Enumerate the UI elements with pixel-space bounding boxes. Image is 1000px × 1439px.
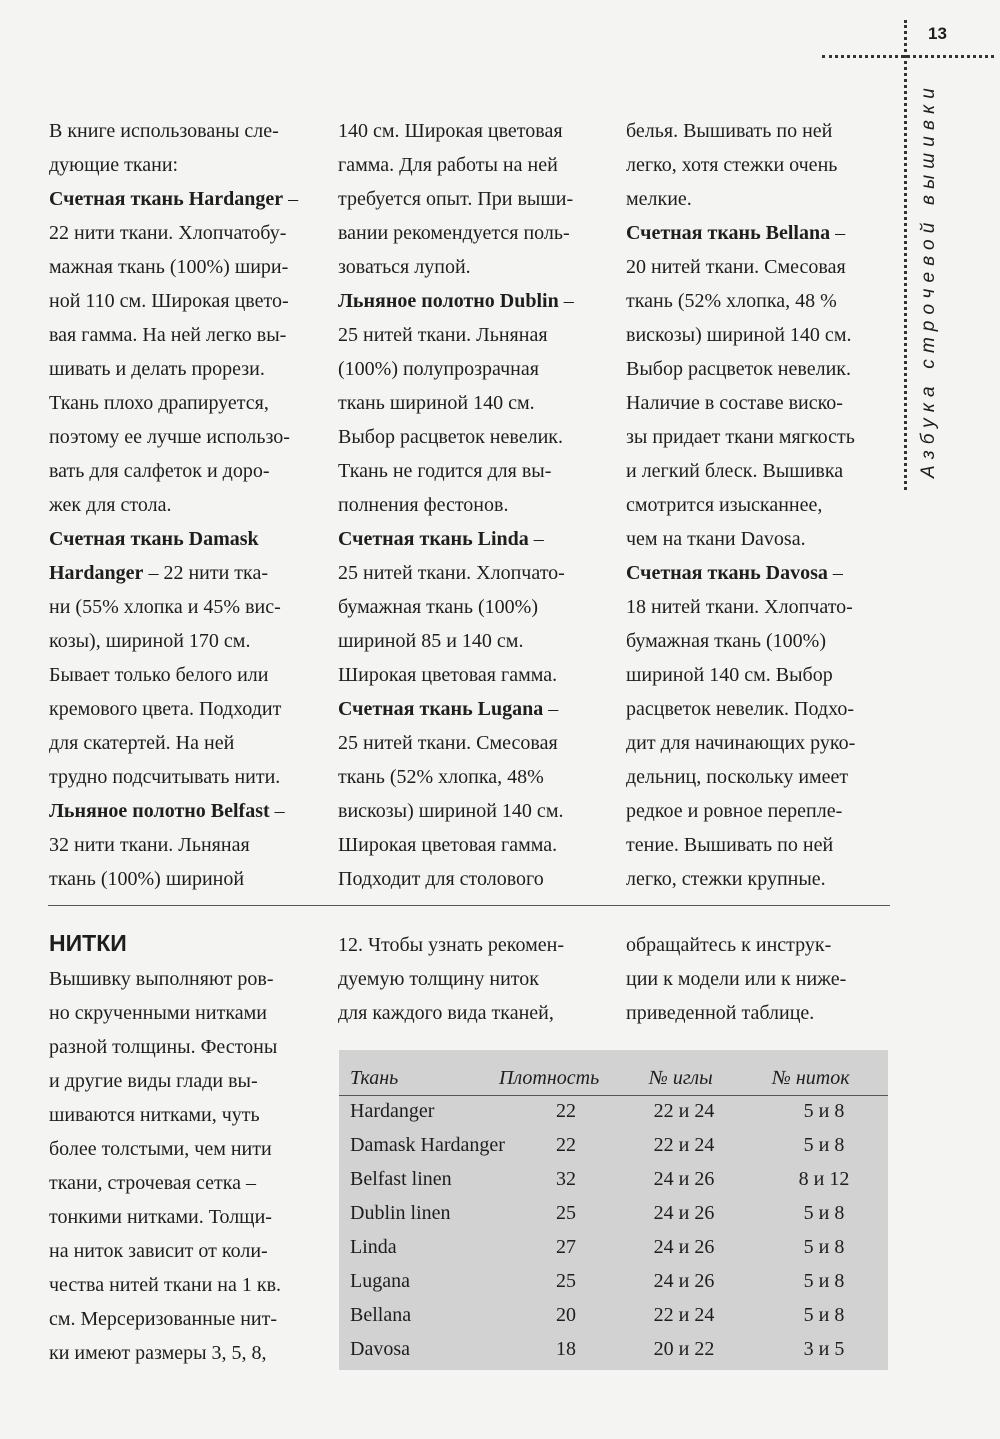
text-line: [338, 454, 574, 488]
text-line: [49, 1166, 281, 1200]
threads-column-2: [338, 928, 564, 1030]
line-text: –: [827, 562, 843, 584]
line-text: 22 нити ткани. Хлопчатобу-: [49, 222, 287, 244]
text-line: [338, 284, 574, 318]
line-text: шириной 85 и 140 см.: [338, 630, 524, 652]
text-line: [338, 726, 574, 760]
running-title: Азбука строчевой вышивки: [918, 81, 939, 478]
text-line: [49, 488, 298, 522]
cell-needle: 22 и 24: [653, 1100, 715, 1122]
text-line: [626, 590, 855, 624]
line-text: Подходит для столового: [338, 868, 544, 890]
text-line: [49, 522, 298, 556]
text-line: [338, 216, 574, 250]
text-line: [626, 726, 855, 760]
line-text: ткань (52% хлопка, 48 %: [626, 290, 837, 312]
text-line: [338, 962, 564, 996]
line-text: кремового цвета. Подходит: [49, 698, 282, 720]
cell-needle: 24 и 26: [653, 1202, 715, 1224]
line-text: мажная ткань (100%) шири-: [49, 256, 289, 278]
text-line: [626, 760, 855, 794]
line-text: более толстыми, чем нити: [49, 1138, 272, 1160]
line-text: трудно подсчитывать нити.: [49, 766, 281, 788]
header-needle: № иглы: [649, 1067, 713, 1089]
text-line: [49, 1030, 281, 1064]
line-text: 32 нити ткани. Льняная: [49, 834, 250, 856]
cell-thread: 5 и 8: [803, 1270, 845, 1292]
cell-needle: 22 и 24: [653, 1304, 715, 1326]
cell-needle: 20 и 22: [653, 1338, 715, 1360]
line-text: белья. Вышивать по ней: [626, 120, 833, 142]
threads-column-1: [49, 962, 281, 1370]
text-line: [49, 420, 298, 454]
text-line: [626, 318, 855, 352]
text-line: [626, 352, 855, 386]
line-text: чества нитей ткани на 1 кв.: [49, 1274, 282, 1296]
text-line: [49, 216, 298, 250]
text-line: [338, 522, 574, 556]
fabric-name: Hardanger: [49, 562, 144, 584]
fabrics-column-1: [49, 114, 298, 896]
line-text: для скатертей. На ней: [49, 732, 235, 754]
line-text: ткань шириной 140 см.: [338, 392, 535, 414]
text-line: [338, 182, 574, 216]
table-row: [339, 1335, 888, 1369]
text-line: [49, 962, 281, 996]
cell-fabric: Linda: [350, 1236, 397, 1258]
text-line: [49, 1268, 281, 1302]
line-text: обращайтесь к инструк-: [626, 934, 832, 956]
cell-thread: 3 и 5: [803, 1338, 845, 1360]
page-number: 13: [928, 24, 947, 43]
text-line: [49, 1064, 281, 1098]
line-text: 25 нитей ткани. Льняная: [338, 324, 548, 346]
cell-needle: 22 и 24: [653, 1134, 715, 1156]
text-line: [49, 692, 298, 726]
text-line: [338, 148, 574, 182]
text-line: [626, 454, 855, 488]
text-line: [626, 182, 855, 216]
cell-density: 32: [556, 1168, 576, 1190]
header-thread: № ниток: [772, 1067, 850, 1089]
threads-column-3: [626, 928, 846, 1030]
cell-fabric: Damask Hardanger: [350, 1134, 505, 1156]
line-text: –: [830, 222, 846, 244]
text-line: [338, 658, 574, 692]
thread-table-header: [339, 1063, 888, 1096]
text-line: [626, 148, 855, 182]
text-line: [49, 828, 298, 862]
text-line: [338, 352, 574, 386]
cell-fabric: Dublin linen: [350, 1202, 451, 1224]
text-line: [49, 556, 298, 590]
line-text: вискозы) шириной 140 см.: [626, 324, 852, 346]
cell-density: 22: [556, 1134, 576, 1156]
text-line: [338, 828, 574, 862]
text-line: [626, 692, 855, 726]
text-line: [338, 250, 574, 284]
cell-density: 25: [556, 1202, 576, 1224]
line-text: дит для начинающих руко-: [626, 732, 856, 754]
fabric-name: Счетная ткань Damask: [49, 528, 259, 550]
text-line: [626, 862, 855, 896]
cell-thread: 5 и 8: [803, 1134, 845, 1156]
text-line: [338, 692, 574, 726]
text-line: [626, 996, 846, 1030]
cell-needle: 24 и 26: [653, 1236, 715, 1258]
text-line: [49, 760, 298, 794]
line-text: зоваться лупой.: [338, 256, 471, 278]
text-line: [626, 928, 846, 962]
line-text: редкое и ровное перепле-: [626, 800, 843, 822]
table-row: [339, 1199, 888, 1233]
line-text: ткань (52% хлопка, 48%: [338, 766, 544, 788]
text-line: [626, 794, 855, 828]
line-text: тение. Вышивать по ней: [626, 834, 834, 856]
text-line: [49, 726, 298, 760]
line-text: вании рекомендуется поль-: [338, 222, 570, 244]
text-line: [338, 590, 574, 624]
line-text: 12. Чтобы узнать рекомен-: [338, 934, 565, 956]
cell-fabric: Hardanger: [350, 1100, 435, 1122]
text-line: [338, 794, 574, 828]
text-line: [49, 1302, 281, 1336]
line-text: но скрученными нитками: [49, 1002, 267, 1024]
line-text: на ниток зависит от коли-: [49, 1240, 268, 1262]
text-line: [49, 454, 298, 488]
line-text: зы придает ткани мягкость: [626, 426, 855, 448]
line-text: смотрится изысканнее,: [626, 494, 823, 516]
text-line: [338, 386, 574, 420]
line-text: –: [558, 290, 574, 312]
line-text: Ткань плохо драпируется,: [49, 392, 269, 414]
line-text: бумажная ткань (100%): [338, 596, 538, 618]
line-text: расцветок невелик. Подхо-: [626, 698, 854, 720]
line-text: –: [528, 528, 544, 550]
section-divider: [48, 905, 890, 906]
header-fabric: Ткань: [350, 1067, 399, 1089]
line-text: шириной 140 см. Выбор: [626, 664, 833, 686]
text-line: [626, 658, 855, 692]
table-row: [339, 1301, 888, 1335]
line-text: козы), шириной 170 см.: [49, 630, 251, 652]
cell-density: 18: [556, 1338, 576, 1360]
fabric-name: Счетная ткань Davosa: [626, 562, 828, 584]
line-text: жек для стола.: [49, 494, 172, 516]
cell-fabric: Lugana: [350, 1270, 410, 1292]
text-line: [626, 624, 855, 658]
line-text: полнения фестонов.: [338, 494, 509, 516]
line-text: приведенной таблице.: [626, 1002, 815, 1024]
text-line: [338, 862, 574, 896]
cell-density: 25: [556, 1270, 576, 1292]
line-text: тонкими нитками. Толщи-: [49, 1206, 272, 1228]
fabric-name: Счетная ткань Bellana: [626, 222, 831, 244]
text-line: [49, 996, 281, 1030]
line-text: и легкий блеск. Вышивка: [626, 460, 844, 482]
fabric-name: Счетная ткань Linda: [338, 528, 529, 550]
cell-density: 27: [556, 1236, 576, 1258]
line-text: шиваются нитками, чуть: [49, 1104, 260, 1126]
cell-fabric: Davosa: [350, 1338, 410, 1360]
table-row: [339, 1097, 888, 1131]
line-text: Выбор расцветок невелик.: [338, 426, 563, 448]
text-line: [626, 284, 855, 318]
text-line: [49, 590, 298, 624]
line-text: 18 нитей ткани. Хлопчато-: [626, 596, 853, 618]
text-line: [49, 352, 298, 386]
text-line: [49, 182, 298, 216]
line-text: Бывает только белого или: [49, 664, 269, 686]
line-text: дельниц, поскольку имеет: [626, 766, 849, 788]
line-text: Выбор расцветок невелик.: [626, 358, 851, 380]
dotted-rule-horizontal: [822, 55, 994, 58]
line-text: ки имеют размеры 3, 5, 8,: [49, 1342, 267, 1364]
line-text: 25 нитей ткани. Смесовая: [338, 732, 558, 754]
text-line: [626, 488, 855, 522]
text-line: [626, 522, 855, 556]
cell-thread: 5 и 8: [803, 1202, 845, 1224]
threads-heading: НИТКИ: [49, 930, 127, 956]
text-line: [626, 216, 855, 250]
text-line: [626, 386, 855, 420]
fabric-name: Счетная ткань Lugana: [338, 698, 544, 720]
line-text: ной 110 см. Широкая цвето-: [49, 290, 289, 312]
line-text: Широкая цветовая гамма.: [338, 834, 558, 856]
text-line: [338, 928, 564, 962]
line-text: чем на ткани Davosa.: [626, 528, 806, 550]
line-text: мелкие.: [626, 188, 692, 210]
header-density: Плотность: [499, 1067, 600, 1089]
text-line: [49, 250, 298, 284]
line-text: дуемую толщину ниток: [338, 968, 539, 990]
line-text: дующие ткани:: [49, 154, 179, 176]
cell-density: 22: [556, 1100, 576, 1122]
text-line: [338, 114, 574, 148]
line-text: В книге использованы сле-: [49, 120, 279, 142]
text-line: [49, 624, 298, 658]
text-line: [338, 318, 574, 352]
line-text: вать для салфеток и доро-: [49, 460, 270, 482]
cell-thread: 5 и 8: [803, 1236, 845, 1258]
line-text: (100%) полупрозрачная: [338, 358, 539, 380]
text-line: [49, 1200, 281, 1234]
line-text: вискозы) шириной 140 см.: [338, 800, 564, 822]
text-line: [626, 250, 855, 284]
line-text: –: [283, 188, 299, 210]
cell-thread: 8 и 12: [798, 1168, 850, 1190]
text-line: [49, 148, 298, 182]
fabric-name: Счетная ткань Hardanger: [49, 188, 284, 210]
line-text: ни (55% хлопка и 45% вис-: [49, 596, 281, 618]
fabrics-column-2: [338, 114, 574, 896]
text-line: [626, 556, 855, 590]
text-line: [49, 862, 298, 896]
line-text: 140 см. Широкая цветовая: [338, 120, 563, 142]
text-line: [49, 794, 298, 828]
line-text: Вышивку выполняют ров-: [49, 968, 274, 990]
table-row: [339, 1131, 888, 1165]
fabric-name: Льняное полотно Dublin: [338, 290, 559, 312]
line-text: Наличие в составе виско-: [626, 392, 843, 414]
line-text: легко, стежки крупные.: [626, 868, 826, 890]
table-row: [339, 1165, 888, 1199]
text-line: [49, 1336, 281, 1370]
text-line: [338, 556, 574, 590]
text-line: [338, 760, 574, 794]
text-line: [626, 962, 846, 996]
text-line: [626, 420, 855, 454]
cell-fabric: Belfast linen: [350, 1168, 452, 1190]
cell-density: 20: [556, 1304, 576, 1326]
dotted-rule-vertical: [904, 20, 907, 490]
line-text: Широкая цветовая гамма.: [338, 664, 558, 686]
line-text: гамма. Для работы на ней: [338, 154, 558, 176]
cell-thread: 5 и 8: [803, 1304, 845, 1326]
line-text: ткани, строчевая сетка –: [49, 1172, 257, 1194]
line-text: 20 нитей ткани. Смесовая: [626, 256, 846, 278]
text-line: [49, 318, 298, 352]
line-text: см. Мерсеризованные нит-: [49, 1308, 277, 1330]
line-text: бумажная ткань (100%): [626, 630, 826, 652]
text-line: [49, 386, 298, 420]
cell-needle: 24 и 26: [653, 1168, 715, 1190]
fabrics-column-3: [626, 114, 855, 896]
line-text: поэтому ее лучше использо-: [49, 426, 290, 448]
fabric-name: Льняное полотно Belfast: [49, 800, 270, 822]
text-line: [626, 114, 855, 148]
line-text: и другие виды глади вы-: [49, 1070, 258, 1092]
cell-thread: 5 и 8: [803, 1100, 845, 1122]
text-line: [49, 1132, 281, 1166]
line-text: 25 нитей ткани. Хлопчато-: [338, 562, 565, 584]
text-line: [49, 284, 298, 318]
line-text: –: [269, 800, 285, 822]
line-text: Ткань не годится для вы-: [338, 460, 552, 482]
text-line: [626, 828, 855, 862]
text-line: [49, 1098, 281, 1132]
table-row: [339, 1267, 888, 1301]
text-line: [338, 420, 574, 454]
cell-needle: 24 и 26: [653, 1270, 715, 1292]
text-line: [49, 1234, 281, 1268]
line-text: –: [543, 698, 559, 720]
text-line: [49, 114, 298, 148]
table-row: [339, 1233, 888, 1267]
line-text: ткань (100%) шириной: [49, 868, 245, 890]
line-text: для каждого вида тканей,: [338, 1002, 554, 1024]
line-text: легко, хотя стежки очень: [626, 154, 838, 176]
text-line: [338, 488, 574, 522]
line-text: вая гамма. На ней легко вы-: [49, 324, 287, 346]
line-text: шивать и делать прорези.: [49, 358, 265, 380]
text-line: [49, 658, 298, 692]
line-text: требуется опыт. При выши-: [338, 188, 574, 210]
text-line: [338, 996, 564, 1030]
line-text: ции к модели или к ниже-: [626, 968, 847, 990]
text-line: [338, 624, 574, 658]
line-text: разной толщины. Фестоны: [49, 1036, 278, 1058]
cell-fabric: Bellana: [350, 1304, 412, 1326]
line-text: – 22 нити тка-: [143, 562, 268, 584]
